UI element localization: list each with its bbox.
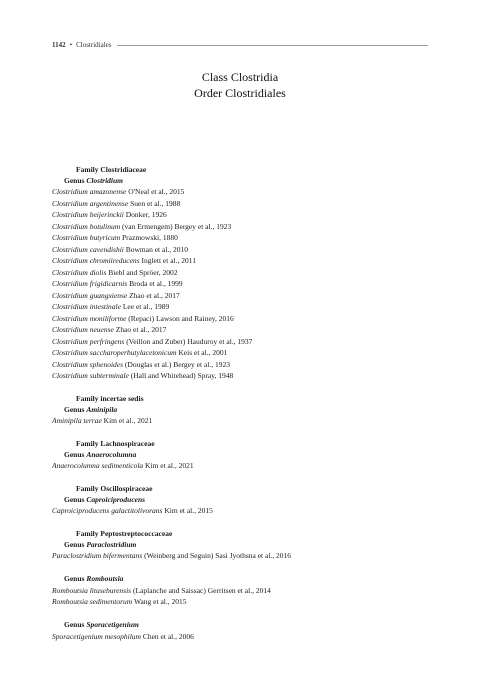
species-authority: (Laplanche and Saissac) Gerritsen et al., 2014 xyxy=(132,585,271,595)
genus-heading xyxy=(52,574,440,585)
species-entry xyxy=(52,301,440,313)
species-authority: Prazmowski, 1880 xyxy=(122,233,178,242)
species-entry xyxy=(52,370,440,382)
header-rule xyxy=(117,45,428,46)
species-authority: (Veillon and Zuber) Hauduroy et al., 1937 xyxy=(126,336,253,346)
species-authority: Kim et al., 2021 xyxy=(103,416,153,425)
species-authority: Suen et al., 1988 xyxy=(130,198,181,208)
species-authority: Donker, 1926 xyxy=(125,210,167,219)
genus-label: Genus xyxy=(64,175,85,185)
species-authority: (van Ermengem) Bergey et al., 1923 xyxy=(122,221,232,231)
species-name: Clostridium frigidicarnis xyxy=(52,279,128,288)
species-name: Sporacetigenium mesophilum xyxy=(52,631,141,641)
genus-name: Paraclostridium xyxy=(86,539,137,549)
species-authority: Kim et al., 2015 xyxy=(164,506,213,515)
page-titles xyxy=(0,69,480,101)
species-name: Clostridium perfringens xyxy=(52,336,125,346)
species-authority: Lee et al., 1989 xyxy=(122,302,170,311)
species-name: Clostridium saccharoperbutylacetonicum xyxy=(52,348,177,357)
class-title: Class Clostridia xyxy=(201,70,279,84)
species-name: Clostridium intestinale xyxy=(52,302,121,311)
species-entry xyxy=(52,198,440,210)
species-name: Clostridium subterminale xyxy=(52,371,129,380)
species-authority: O'Neal et al., 2015 xyxy=(128,187,185,196)
section-name: Clostridiales xyxy=(76,41,112,49)
family-heading: Family incertae sedis xyxy=(76,394,144,403)
species-entry xyxy=(52,244,440,256)
species-entry xyxy=(52,460,440,472)
species-entry xyxy=(52,278,440,290)
species-name: Anaerocolumna sedimenticola xyxy=(52,461,144,470)
genus-label: Genus xyxy=(64,404,85,414)
species-entry xyxy=(52,232,440,244)
species-entry xyxy=(52,505,440,517)
species-name: Clostridium argentinense xyxy=(52,198,129,208)
taxon-block xyxy=(52,439,440,472)
genus-label: Genus xyxy=(64,494,85,504)
genus-heading xyxy=(52,450,440,461)
species-name: Clostridium sphenoides xyxy=(52,359,124,369)
taxonomy-list xyxy=(52,165,440,655)
species-name: Aminipila terrae xyxy=(52,416,102,425)
family-heading: Family Lachnospiraceae xyxy=(76,439,155,448)
species-name: Clostridium cavendishii xyxy=(52,244,124,254)
species-authority: (Weinberg and Seguin) Sasi Jyothsna et al., 2016 xyxy=(144,551,292,560)
species-entry xyxy=(52,550,440,562)
taxon-block xyxy=(52,165,440,382)
species-entry xyxy=(52,186,440,198)
species-entry xyxy=(52,290,440,302)
order-title: Order Clostridiales xyxy=(194,86,286,100)
species-entry xyxy=(52,209,440,221)
species-name: Clostridium chromiireducens xyxy=(52,256,140,265)
species-authority: Zhao et al., 2017 xyxy=(115,325,167,334)
genus-heading xyxy=(52,176,440,187)
taxon-block xyxy=(52,484,440,517)
species-name: Clostridium botulinum xyxy=(52,221,121,231)
species-entry xyxy=(52,313,440,325)
species-entry xyxy=(52,596,440,608)
species-authority: (Repaci) Lawson and Rainey, 2016 xyxy=(128,313,234,323)
species-name: Clostridium neuense xyxy=(52,325,114,334)
genus-name: Clostridium xyxy=(86,175,123,185)
genus-heading xyxy=(52,495,440,506)
species-entry xyxy=(52,255,440,267)
genus-heading xyxy=(52,620,440,631)
header-separator: • xyxy=(69,41,73,49)
species-name: Caproiciproducens galactitolivorans xyxy=(52,506,163,515)
species-entry xyxy=(52,347,440,359)
genus-name: Caproiciproducens xyxy=(86,494,146,504)
species-name: Clostridium diolis xyxy=(52,267,107,277)
taxon-block xyxy=(52,620,440,642)
species-authority: Inglett et al., 2011 xyxy=(141,256,196,265)
species-entry xyxy=(52,336,440,348)
taxon-block xyxy=(52,394,440,427)
family-heading: Family Clostridiaceae xyxy=(76,165,147,174)
species-entry xyxy=(52,221,440,233)
genus-label: Genus xyxy=(64,620,85,629)
running-head xyxy=(52,41,428,49)
species-entry xyxy=(52,415,440,427)
genus-name: Anaerocolumna xyxy=(86,449,137,459)
genus-name: Aminipila xyxy=(86,404,118,414)
species-name: Clostridium guangxiense xyxy=(52,290,128,300)
species-authority: (Douglas et al.) Bergey et al., 1923 xyxy=(124,359,230,369)
species-authority: Biebl and Spröer, 2002 xyxy=(108,267,178,277)
species-name: Clostridium amazonense xyxy=(52,187,127,196)
species-authority: Kim et al., 2021 xyxy=(145,461,194,470)
genus-heading xyxy=(52,405,440,416)
species-authority: Bowman et al., 2010 xyxy=(125,244,189,254)
species-entry xyxy=(52,359,440,371)
species-name: Romboutsia lituseburensis xyxy=(52,585,132,595)
genus-label: Genus xyxy=(64,574,85,583)
species-name: Clostridium butyricum xyxy=(52,233,121,242)
species-name: Clostridium moniliforme xyxy=(52,313,127,323)
page-number: 1142 xyxy=(52,41,66,49)
family-heading: Family Oscillospiraceae xyxy=(76,484,153,493)
genus-name: Sporacetigenium xyxy=(86,620,139,629)
genus-label: Genus xyxy=(64,449,85,459)
species-name: Romboutsia sedimentorum xyxy=(52,597,133,606)
genus-heading xyxy=(52,540,440,551)
species-entry xyxy=(52,585,440,597)
genus-name: Romboutsia xyxy=(86,574,124,583)
species-authority: (Hall and Whitehead) Spray, 1948 xyxy=(130,371,234,380)
species-authority: Chen et al., 2006 xyxy=(142,631,194,641)
taxon-block xyxy=(52,529,440,562)
species-name: Clostridium beijerinckii xyxy=(52,210,124,219)
species-authority: Wang et al., 2015 xyxy=(133,597,187,606)
family-heading: Family Peptostreptococcaceae xyxy=(76,529,173,538)
taxon-block xyxy=(52,574,440,608)
species-entry xyxy=(52,324,440,336)
species-authority: Broda et al., 1999 xyxy=(129,279,183,288)
species-authority: Zhao et al., 2017 xyxy=(129,290,180,300)
species-authority: Keis et al., 2001 xyxy=(178,348,228,357)
species-name: Paraclostridium bifermentans xyxy=(52,551,143,560)
species-entry xyxy=(52,631,440,643)
genus-label: Genus xyxy=(64,539,85,549)
species-entry xyxy=(52,267,440,279)
